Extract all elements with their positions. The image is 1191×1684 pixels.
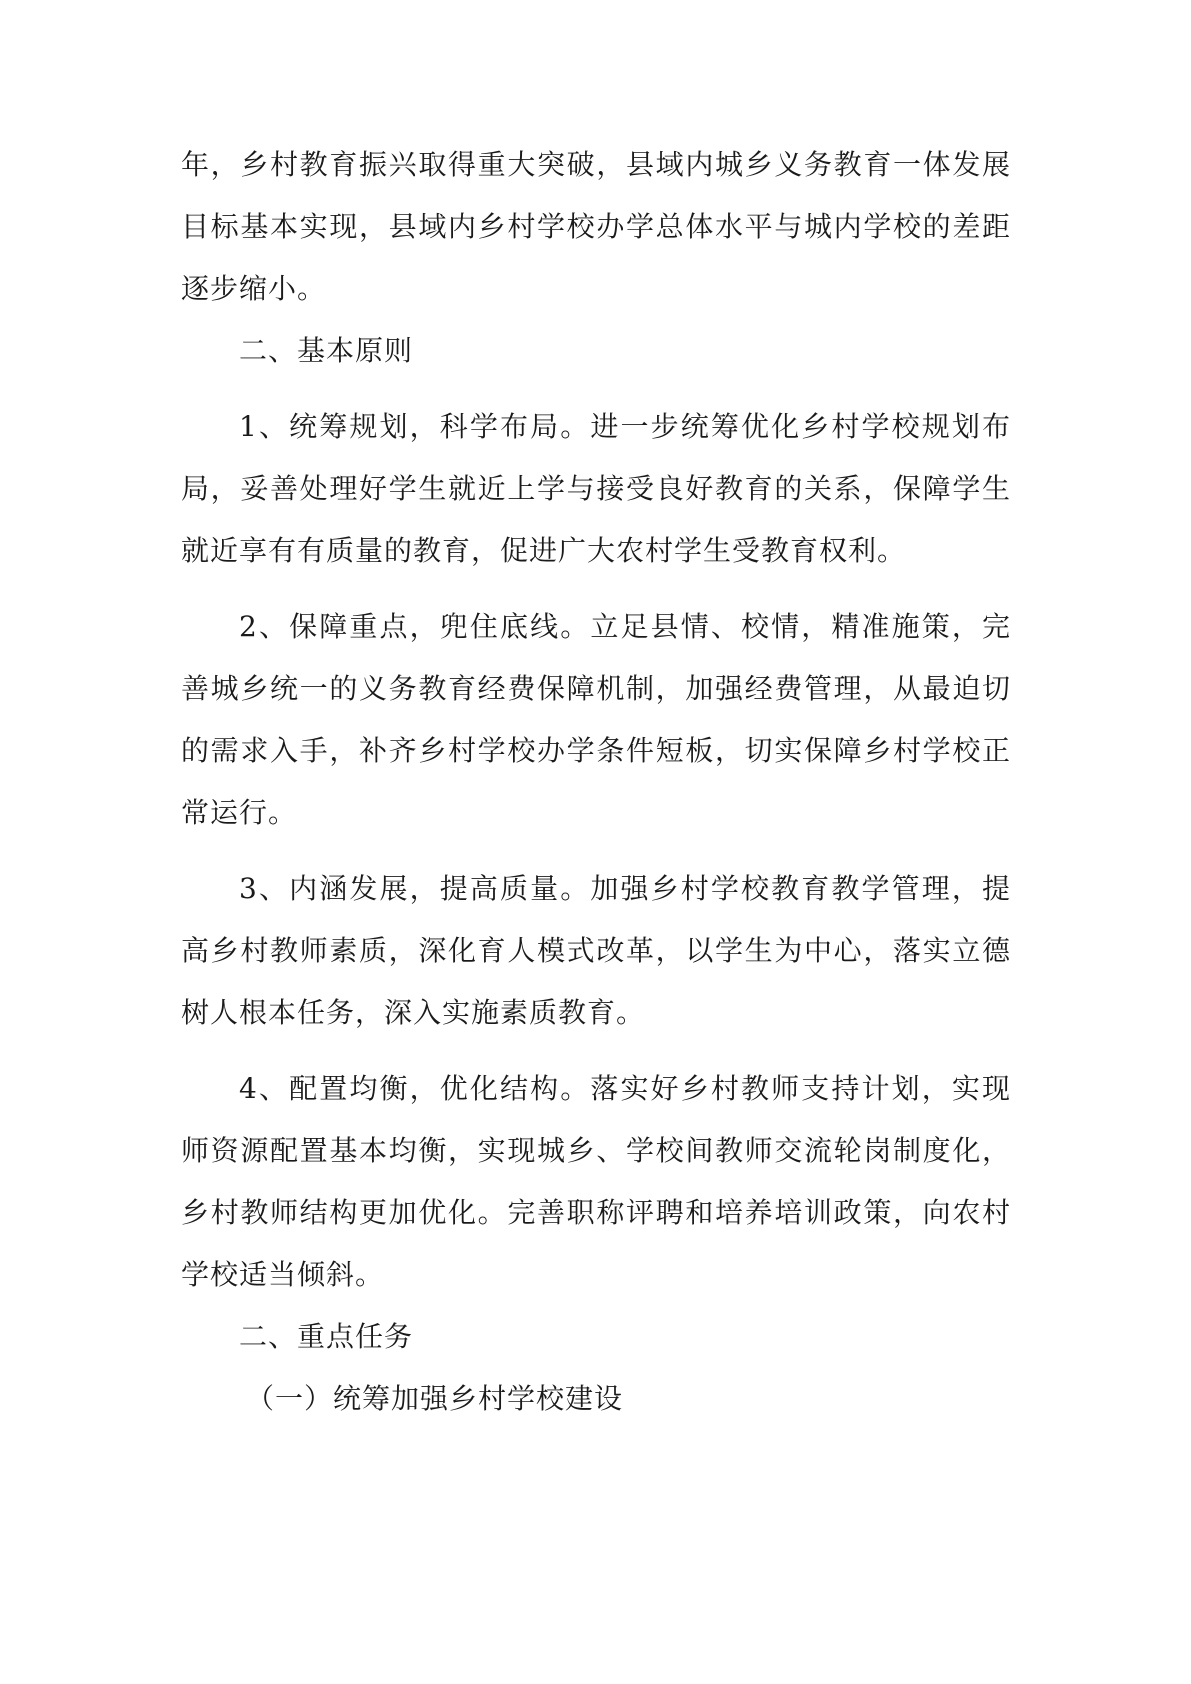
section-heading-tasks: 二、重点任务 bbox=[239, 1320, 414, 1353]
principle-paragraph-2: 2、保障重点，兜住底线。立足县情、校情，精准施策，完善城乡统一的义务教育经费保障机制，加强经费管理，从最迫切的需求入手，补齐乡村学校办学条件短板，切实保障乡村学校正常运行。 bbox=[181, 610, 1011, 829]
subsection-heading: （一）统筹加强乡村学校建设 bbox=[246, 1382, 624, 1415]
principle-paragraph-4: 4、配置均衡，优化结构。落实好乡村教师支持计划，实现师资源配置基本均衡，实现城乡、学校间教师交流轮岗制度化，乡村教师结构更加优化。完善职称评聘和培养培训政策，向农村学校适当倾斜。 bbox=[181, 1072, 1011, 1291]
document-body bbox=[181, 134, 1011, 1430]
principle-paragraph-1: 1、统筹规划，科学布局。进一步统筹优化乡村学校规划布局，妥善处理好学生就近上学与接受良好教育的关系，保障学生就近享有有质量的教育，促进广大农村学生受教育权利。 bbox=[181, 410, 1011, 567]
section-heading-principles: 二、基本原则 bbox=[239, 334, 414, 367]
principle-paragraph-3: 3、内涵发展，提高质量。加强乡村学校教育教学管理，提高乡村教师素质，深化育人模式改革，以学生为中心，落实立德树人根本任务，深入实施素质教育。 bbox=[181, 872, 1011, 1029]
intro-paragraph: 年，乡村教育振兴取得重大突破，县域内城乡义务教育一体发展目标基本实现，县域内乡村学校办学总体水平与城内学校的差距逐步缩小。 bbox=[181, 148, 1011, 305]
